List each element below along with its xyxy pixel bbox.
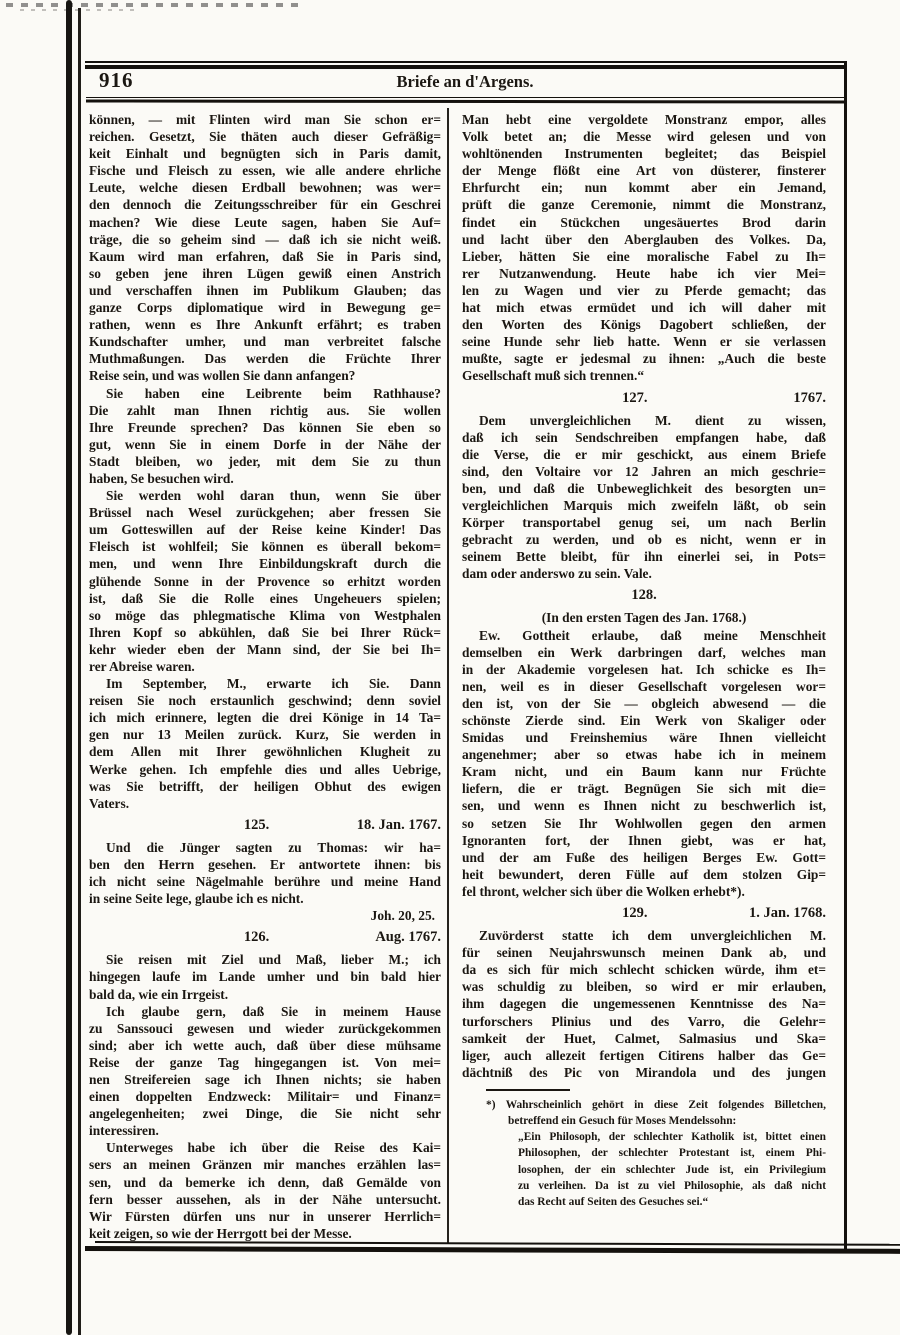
text-line: was schuldig zu bleiben, so wird er mir erlauben,	[462, 979, 826, 995]
letter-date: 18. Jan. 1767.	[356, 816, 441, 833]
text-line: turforschers Plinius und des Varro, die Gelehr=	[462, 1013, 826, 1029]
scan-smudge	[6, 3, 306, 7]
text-line: Reise sein, und was wollen Sie dann anfangen?	[89, 368, 356, 384]
text-line: sind; aber ich wette auch, daß über diese mühsame	[89, 1037, 441, 1053]
letter-number: 128.	[631, 587, 657, 604]
text-line: gebracht zu werden, und ob es nicht, wenn er in	[462, 532, 826, 548]
text-line: liger, auch allezeit fertigen Citirens halber das Ge=	[462, 1047, 826, 1063]
page-number: 916	[99, 68, 134, 92]
text-line: Kundschafter umher, und man verbreitet falsche	[89, 334, 441, 350]
letter-heading	[89, 816, 441, 834]
text-line: und verschaffen ihnen im Publikum Glauben; das	[89, 282, 441, 298]
text-line: kehr wieder eben der Mann sind, der Sie bei Ih=	[89, 641, 441, 657]
bottom-rule	[95, 1241, 900, 1246]
text-line: der Menge flößt eine Art von düsterer, finsterer	[462, 163, 826, 179]
text-line: glühende Sonne in der Provence so erhitzt worden	[89, 573, 441, 589]
text-line: demselben ein Werk darbringen darf, welches man	[462, 644, 826, 660]
text-line: machen? Wie diese Leute sagen, haben Sie Auf=	[89, 214, 441, 230]
text-line: heit bewundert, deren Fülle auf dem stolzen Gip=	[462, 866, 826, 882]
text-line: ihm dagegen die ungemessenen Kenntnisse des Na=	[462, 996, 826, 1012]
letter-heading	[462, 904, 826, 922]
text-line: ist, daß Sie die Rolle eines Ungeheuers spielen;	[89, 590, 441, 606]
text-line: Kram nicht, und ein Baum kann nur Früchte	[462, 764, 826, 780]
text-line: „Ein Philosoph, der schlechter Katholik ist, bittet einen	[518, 1131, 826, 1144]
text-line: dem Allen mit Ihrer gewöhnlichen Klugheit zu	[89, 744, 441, 760]
text-line: Sie haben eine Leibrente beim Rathhause?	[106, 385, 441, 401]
text-line: Volk betet an; die Messe wird gelesen und von	[462, 129, 826, 145]
text-line: Körper transportabel genug sei, um nach Berlin	[462, 515, 826, 531]
text-line: nen, weil es in dieser Gesellschaft vorgelesen wor=	[462, 678, 826, 694]
text-line: Ehrfurcht ein; nun kommt aber ein Jemand,	[462, 180, 826, 196]
text-line: prüft die ganze Ceremonie, nimmt die Monstranz,	[462, 197, 826, 213]
left-column	[89, 111, 441, 1242]
text-line: in seine Seite lege, glaube ich es nicht.	[89, 891, 304, 907]
text-line: Philosophen, der schlechter Protestant ist, einem Phi-	[518, 1147, 826, 1160]
text-line: die Verse, die er mir geschickt, aus einem Briefe	[462, 446, 826, 462]
text-line: Sie werden wohl daran thun, wenn Sie über	[106, 488, 441, 504]
text-line: und der am Fuße des heiligen Berges Ew. Gott=	[462, 849, 826, 865]
text-line: dächtniß des Pic von Mirandola und des jungen	[462, 1064, 826, 1080]
text-line: den dennoch die Zeitungsschreiber für ein Geschrei	[89, 197, 441, 213]
text-line: seinem Bette bleibt, für ihn einerlei sei, in Pots=	[462, 549, 826, 565]
text-line: *) Wahrscheinlich gehört in diese Zeit folgendes Billetchen,	[486, 1098, 826, 1111]
text-line: den Worten des Königs Dagobert schließen, der	[462, 317, 826, 333]
text-line: interessiren.	[89, 1123, 159, 1139]
text-line: vergleichlichen Marquis mich zweifeln läßt, ob sein	[462, 497, 826, 513]
text-line: sen, und wenn es Ihnen nicht zu beschwerlich ist,	[462, 798, 826, 814]
text-line: so setzen Sie Ihr Wohlwollen gegen den armen	[462, 815, 826, 831]
text-line: betreffend ein Gesuch für Moses Mendelssohn:	[508, 1115, 737, 1128]
text-line: können, — mit Flinten wird man Sie schon er=	[89, 112, 441, 127]
text-line: gut, wenn Sie in einem Dorfe in der Nähe der	[89, 436, 441, 452]
text-line: das Recht auf Seiten des Gesuches sei.“	[518, 1196, 709, 1209]
right-column	[462, 111, 826, 1210]
text-line: (In den ersten Tagen des Jan. 1768.)	[541, 610, 747, 626]
text-line: Vaters.	[89, 795, 130, 811]
header-rule	[86, 97, 844, 98]
right-border-rule	[844, 61, 847, 1253]
text-line: den ist, von der Sie — obgleich abwesend — die	[462, 695, 826, 711]
text-line: ben, und daß die Unbeweglichkeit des besorgten un=	[462, 480, 826, 496]
letter-number: 126.	[243, 929, 270, 946]
text-line: Leute, welche diesen Erdball bewohnen; was wer=	[89, 180, 441, 196]
running-title: Briefe an d'Argens.	[396, 72, 534, 91]
text-line: Ignoranten fort, der Ihnen giebt, was er hat,	[462, 832, 826, 848]
text-line: reichen. Gesetzt, Sie thäten auch dieser Gefräßig=	[89, 129, 441, 145]
text-line: angelegenheiten; zwei Dinge, die Sie nicht sehr	[89, 1106, 441, 1122]
letter-number: 127.	[622, 389, 648, 406]
text-line: so geben jene ihren Lügen gewiß einen Anstrich	[89, 265, 441, 281]
text-line: Und die Jünger sagten zu Thomas: wir ha=	[106, 839, 441, 855]
text-line: Joh. 20, 25.	[370, 908, 435, 924]
text-line: findet ein Stückchen ungesäuertes Brod darin	[462, 214, 826, 230]
text-line: sind, den Voltaire vor 12 Jahren an mich geschrie=	[462, 463, 826, 479]
text-line: Gesellschaft muß sich trennen.“	[462, 368, 645, 384]
bottom-rule	[85, 1246, 900, 1254]
text-line: daß ich sein Sendschreiben empfangen habe, daß	[462, 429, 826, 445]
text-line: ben den Herrn gesehen. Er antwortete ihnen: bis	[89, 856, 441, 872]
text-line: rer Abreise waren.	[89, 659, 195, 674]
text-line: zu verleihen. Da ist zu viel Philosophie, als daß nicht	[518, 1179, 826, 1192]
text-line: Die zahlt man Ihnen richtig aus. Sie wollen	[89, 402, 441, 418]
text-line: Reise der ganze Tag hingegangen ist. Von mei=	[89, 1054, 441, 1070]
text-line: Ihre Freunde sprechen? Das können Sie eben so	[89, 419, 441, 435]
letter-heading	[462, 586, 826, 604]
letter-date: 1. Jan. 1768.	[749, 905, 826, 922]
text-line: so möge das phlegmatische Klima von Westphalen	[89, 607, 441, 623]
header-rule	[86, 99, 844, 103]
text-line: da es sich für mich schlecht schicken würde, ihm et=	[462, 962, 826, 978]
text-line: schönste Zierde sind. Ein Werk von Skaliger oder	[462, 713, 826, 728]
text-line: Ew. Gottheit erlaube, daß meine Menschheit	[479, 627, 826, 643]
binding-edge	[66, 0, 72, 1335]
text-line: keit Einhalt und begnügten sich in Paris damit,	[89, 146, 441, 162]
letter-date: 1767.	[793, 389, 826, 406]
text-line: Man hebt eine vergoldete Monstranz empor, alles	[462, 112, 826, 127]
text-line: len zu Wagen und vier zu Pferde gemacht; das	[462, 282, 826, 298]
top-rule	[85, 65, 847, 69]
footnote-separator-rule	[486, 1089, 570, 1091]
text-line: men, und wenn Ihre Einbildungskraft durch die	[89, 556, 441, 572]
text-line: was Sie betrifft, der heiligen Obhut des ewigen	[89, 778, 441, 794]
footnote	[462, 1097, 826, 1210]
text-line: sen, und da bemerke ich denn, daß Gemälde von	[89, 1174, 441, 1190]
text-line: Dem unvergleichlichen M. dient zu wissen,	[479, 412, 826, 428]
text-line: zu Sanssouci gewesen und wieder zurückgekommen	[89, 1020, 441, 1036]
letter-heading	[89, 928, 441, 946]
text-line: angenehmer; aber so etwas habe ich in meinem	[462, 747, 826, 763]
text-line: keit zeigen, so wie der Herrgott bei der Messe.	[89, 1225, 352, 1241]
letter-heading	[462, 389, 826, 407]
text-line: Im September, M., erwarte ich Sie. Dann	[106, 676, 441, 692]
text-line: hat mich etwas ermüdet und ich will daher mit	[462, 300, 826, 316]
text-line: Kaum wird man erfahren, daß Sie in Paris sind,	[89, 248, 441, 264]
top-rule	[85, 61, 847, 63]
text-line: Sie reisen mit Ziel und Maß, lieber M.; ich	[106, 952, 441, 968]
text-line: Ich glaube gern, daß Sie in meinem Hause	[106, 1003, 441, 1019]
text-line: wohltönenden Instrumenten begleitet; das Beispiel	[462, 146, 826, 162]
text-line: Stadt bleiben, wo jeder, mit dem Sie zu thun	[89, 453, 441, 469]
text-line: rer Nutzanwendung. Heute habe ich vier Mei=	[462, 265, 826, 281]
text-line: in der Akademie vorgelesen hat. Ich schicke es Ih=	[462, 661, 826, 677]
text-line: fel thront, welcher sich über die Wolken erhebt*).	[462, 883, 745, 899]
text-line: um Gotteswillen auf der Reise keine Kinder! Das	[89, 522, 441, 538]
text-line: dam oder anderswo zu sein. Vale.	[462, 566, 652, 582]
text-line: nen Streifereien sage ich Ihnen nichts; sie haben	[89, 1071, 441, 1087]
column-divider-rule	[447, 108, 449, 1244]
text-line: fern besser aussehen, als in der Nähe untersucht.	[89, 1191, 441, 1207]
text-line: träge, die so geheim sind — daß ich sie nicht weiß.	[89, 231, 441, 247]
text-line: Unterweges habe ich über die Reise des Kai=	[106, 1140, 441, 1156]
text-line: samkeit der Huet, Calmet, Salmasius und Ska=	[462, 1030, 826, 1046]
text-line: hingegen laufe im Lande umher und bin bald hier	[89, 969, 441, 985]
text-line: für seinen Neujahrswunsch meinen Dank ab, und	[462, 945, 826, 961]
text-line: liefern, die er trägt. Begnügen Sie sich mit die=	[462, 781, 826, 797]
text-line: Zuvörderst statte ich dem unvergleichlichen M.	[479, 928, 826, 944]
text-line: ich nicht seine Nägelmahle berühre und meine Hand	[89, 874, 441, 890]
text-line: Muthmaßungen. Das werden die Früchte Ihrer	[89, 351, 441, 367]
text-line: mußte, sagte er jedesmal zu ihnen: „Auch die beste	[462, 351, 826, 367]
text-line: ganze Corps diplomatique wird in Bewegung ge=	[89, 300, 441, 316]
letter-date: Aug. 1767.	[375, 929, 441, 946]
text-line: Ihren Kopf so abkühlen, daß Sie bei Ihrer Rück=	[89, 624, 441, 640]
text-line: rathen, wenn es Ihre Ankunft erfährt; es traben	[89, 317, 441, 333]
letter-number: 125.	[243, 816, 270, 833]
text-line: losophen, der ein schlechter Jude ist, ein Privilegium	[518, 1163, 826, 1176]
text-line: reisen Sie noch erstaunlich geschwind; denn soviel	[89, 693, 441, 709]
text-line: sers an meinen Gränzen mir manches erzählen las=	[89, 1157, 441, 1173]
text-line: gen nur 13 Meilen zurück. Kurz, Sie werden in	[89, 727, 441, 743]
text-line: bald da, wie ein Irrgeist.	[89, 986, 229, 1002]
text-line: seine Hunde sehr lieb hatte. Wenn er sie verlassen	[462, 334, 826, 350]
letter-number: 129.	[622, 905, 648, 922]
text-line: einen doppelten Endzweck: Militair= und Finanz=	[89, 1089, 441, 1105]
text-line: Smidas und Freinshemius wäre Ihnen vielleicht	[462, 730, 826, 746]
text-line: Lieber, hätten Sie eine moralische Fabel zu Ih=	[462, 248, 826, 264]
text-line: Fleisch ist wohlfeil; Sie können es überall bekom=	[89, 539, 441, 555]
text-line: Wir Fürsten dürfen uns nur in unserer Herrlich=	[89, 1208, 441, 1224]
text-line: und lacht über den Aberglauben des Volkes. Da,	[462, 231, 826, 247]
binding-edge	[78, 8, 81, 1335]
text-line: Fische und Fleisch zu essen, wie alle andere ehrliche	[89, 163, 441, 179]
text-line: Brüssel nach Wesel zurückgehen; aber fressen Sie	[89, 505, 441, 521]
text-line: haben, Se besuchen wird.	[89, 470, 234, 486]
text-line: ich mich erinnere, legten die drei Könige in 14 Ta=	[89, 710, 441, 726]
text-line: Werke gehen. Ich empfehle dies und alles Uebrige,	[89, 761, 441, 777]
right-column-text	[462, 111, 826, 1081]
